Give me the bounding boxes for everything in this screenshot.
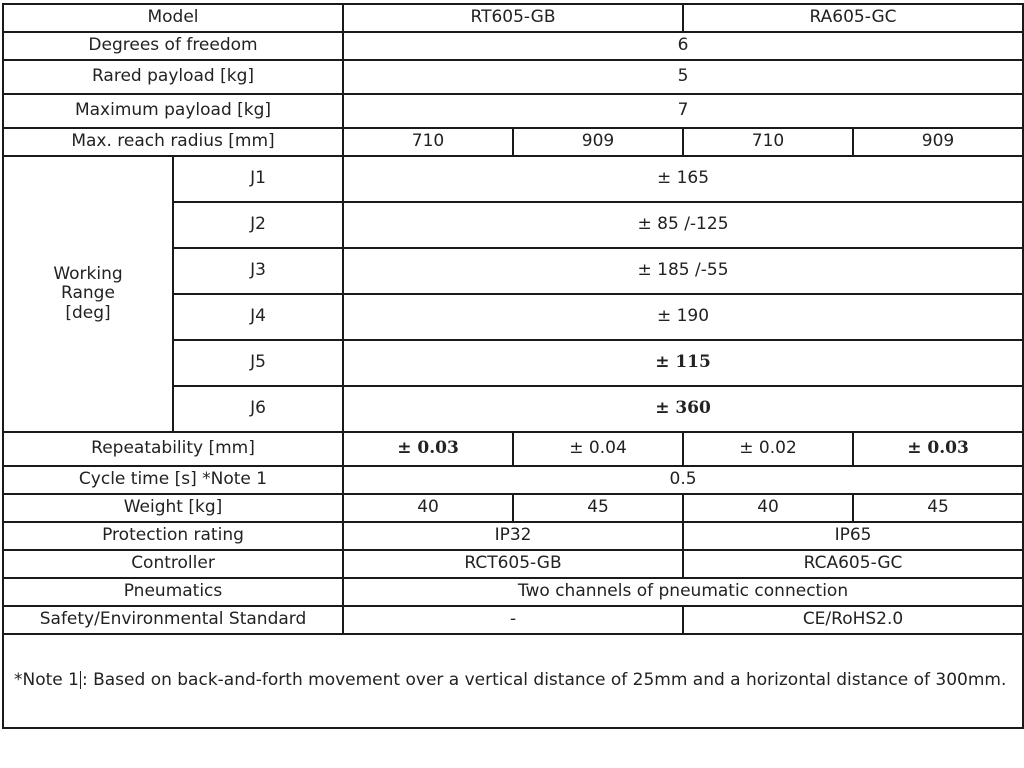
row-cycle-time (3, 466, 1023, 494)
row-safety (3, 606, 1023, 634)
dof-value: 6 (343, 32, 1023, 60)
row-reach (3, 128, 1023, 156)
repeatability-value: ± 0.03 (853, 432, 1023, 466)
reach-value: 710 (683, 128, 853, 156)
spec-table-container (2, 3, 1022, 766)
weight-value: 45 (513, 494, 683, 522)
safety-label: Safety/Environmental Standard (3, 606, 343, 634)
joint-range: ± 360 (343, 386, 1023, 432)
working-range-label (3, 156, 173, 432)
row-weight (3, 494, 1023, 522)
protection-value-a: IP32 (343, 522, 683, 550)
model-a: RT605-GB (343, 4, 683, 32)
row-max-payload (3, 94, 1023, 128)
reach-value: 710 (343, 128, 513, 156)
repeatability-value: ± 0.03 (343, 432, 513, 466)
row-dof (3, 32, 1023, 60)
model-b: RA605-GC (683, 4, 1023, 32)
joint-range: ± 185 /-55 (343, 248, 1023, 294)
spec-table (2, 3, 1024, 729)
joint-name: J5 (173, 340, 343, 386)
row-j1 (3, 156, 1023, 202)
repeatability-value: ± 0.02 (683, 432, 853, 466)
working-range-line: [deg] (65, 302, 111, 323)
controller-value-a: RCT605-GB (343, 550, 683, 578)
weight-value: 45 (853, 494, 1023, 522)
pneumatics-label: Pneumatics (3, 578, 343, 606)
row-protection (3, 522, 1023, 550)
protection-value-b: IP65 (683, 522, 1023, 550)
repeatability-value: ± 0.04 (513, 432, 683, 466)
text-cursor (80, 671, 81, 689)
joint-range: ± 115 (343, 340, 1023, 386)
protection-label: Protection rating (3, 522, 343, 550)
reach-label: Max. reach radius [mm] (3, 128, 343, 156)
rated-payload-value: 5 (343, 60, 1023, 94)
note-prefix: *Note 1 (14, 670, 79, 691)
max-payload-label: Maximum payload [kg] (3, 94, 343, 128)
safety-value-a: - (343, 606, 683, 634)
joint-range: ± 190 (343, 294, 1023, 340)
cycle-time-value: 0.5 (343, 466, 1023, 494)
rated-payload-label: Rared payload [kg] (3, 60, 343, 94)
row-rated-payload (3, 60, 1023, 94)
joint-range: ± 165 (343, 156, 1023, 202)
working-range-line: Working (53, 263, 123, 284)
row-repeatability (3, 432, 1023, 466)
controller-value-b: RCA605-GC (683, 550, 1023, 578)
joint-name: J2 (173, 202, 343, 248)
note-cell[interactable] (3, 634, 1023, 728)
joint-range: ± 85 /-125 (343, 202, 1023, 248)
row-controller (3, 550, 1023, 578)
safety-value-b: CE/RoHS2.0 (683, 606, 1023, 634)
row-pneumatics (3, 578, 1023, 606)
dof-label: Degrees of freedom (3, 32, 343, 60)
row-note (3, 634, 1023, 728)
cycle-time-label: Cycle time [s] *Note 1 (3, 466, 343, 494)
joint-name: J6 (173, 386, 343, 432)
joint-name: J1 (173, 156, 343, 202)
reach-value: 909 (853, 128, 1023, 156)
weight-value: 40 (343, 494, 513, 522)
controller-label: Controller (3, 550, 343, 578)
joint-name: J3 (173, 248, 343, 294)
weight-value: 40 (683, 494, 853, 522)
model-label: Model (3, 4, 343, 32)
joint-name: J4 (173, 294, 343, 340)
max-payload-value: 7 (343, 94, 1023, 128)
repeatability-label: Repeatability [mm] (3, 432, 343, 466)
weight-label: Weight [kg] (3, 494, 343, 522)
pneumatics-value: Two channels of pneumatic connection (343, 578, 1023, 606)
reach-value: 909 (513, 128, 683, 156)
working-range-line: Range (61, 283, 115, 304)
row-model (3, 4, 1023, 32)
note-text: : Based on back-and-forth movement over a vertical distance of 25mm and a horizontal distance of 300mm. (81, 670, 1007, 691)
